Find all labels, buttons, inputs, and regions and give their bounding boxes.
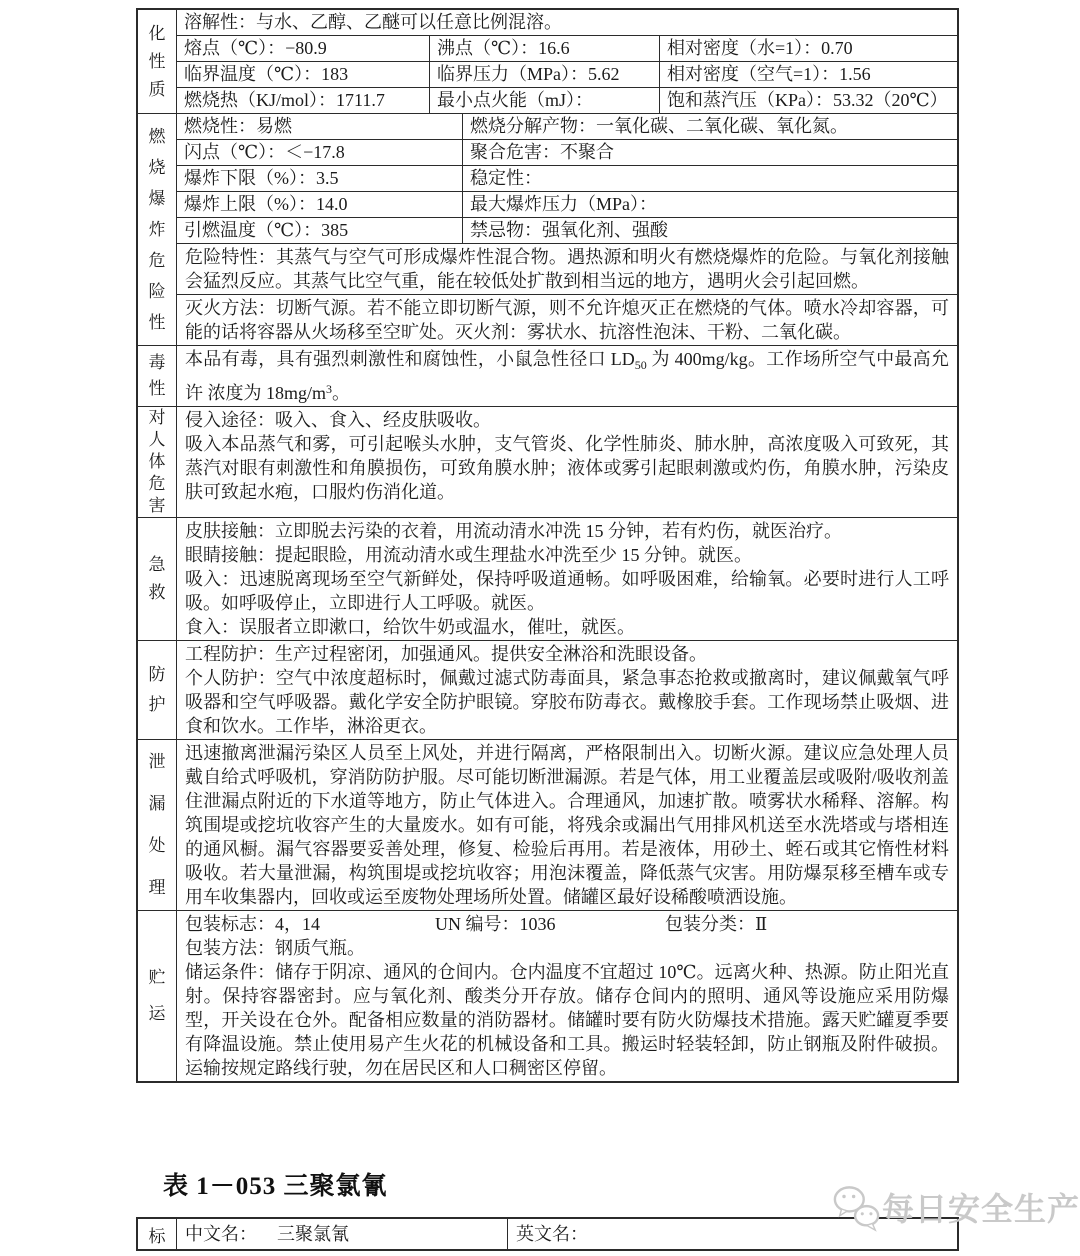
section-label-toxicity	[138, 346, 177, 406]
section-label-physchem	[138, 10, 177, 113]
english-name-label: 英文名：	[516, 1224, 588, 1244]
field-heat-of-combustion: 燃烧热（KJ/mol）：1711.7	[184, 90, 385, 110]
msds-table	[136, 8, 959, 1083]
section-leakage-handling	[138, 739, 957, 910]
field-critical-temperature: 临界温度（℃）：183	[184, 64, 349, 84]
section-label-first-aid	[138, 518, 177, 640]
field-relative-density-water: 相对密度（水=1）：0.70	[659, 36, 957, 61]
toxicity-text-pre: 本品有毒，具有强烈刺激性和腐蚀性，小鼠急性径口 LD	[185, 349, 635, 369]
packing-info-line	[185, 912, 949, 936]
section-label-text: 化性质	[148, 23, 166, 99]
packing-class: 包装分类：Ⅱ	[665, 914, 768, 934]
section-fire-explosion	[138, 113, 957, 345]
field-min-ignition-energy: 最小点火能（mJ）：	[429, 88, 659, 113]
packing-method: 包装方法：钢质气瓶。	[185, 938, 365, 958]
section-toxicity	[138, 345, 957, 406]
field-explosion-lower-limit: 爆炸下限（%）：3.5	[184, 168, 339, 188]
field-incompatibilities: 禁忌物：强氧化剂、强酸	[462, 218, 957, 243]
protection-engineering: 工程防护：生产过程密闭，加强通风。提供安全淋浴和洗眼设备。	[185, 644, 707, 664]
packing-mark: 包装标志：4，14	[185, 914, 320, 934]
section-storage-transport	[138, 910, 957, 1081]
field-toxicity-text	[177, 346, 957, 406]
field-fire-fighting-methods: 灭火方法：切断气源。若不能立即切断气源，则不允许熄灭正在燃烧的气体。喷水冷却容器，可能的话将容器从火场移至空旷处。灭火剂：雾状水、抗溶性泡沫、干粉、二氧化碳。	[185, 298, 949, 342]
health-hazard-detail: 吸入本品蒸气和雾，可引起喉头水肿，支气管炎、化学性肺炎、肺水肿，高浓度吸入可致死，其蒸汽对眼有刺激性和角膜损伤，可致角膜水肿；液体或雾引起眼刺激或灼伤，角膜水肿，污染皮肤可致起水疱，口服灼伤消化道。	[185, 434, 949, 502]
section-protection	[138, 640, 957, 739]
field-melting-point: 熔点（℃）：−80.9	[184, 38, 327, 58]
field-saturated-vapor-pressure: 饱和蒸汽压（KPa）：53.32（20℃）	[659, 88, 957, 113]
field-explosion-upper-limit: 爆炸上限（%）：14.0	[184, 194, 348, 214]
exposure-routes: 侵入途径：吸入、食入、经皮肤吸收。	[185, 410, 491, 430]
first-aid-inhalation: 吸入：迅速脱离现场至空气新鲜处，保持呼吸道通畅。如呼吸困难，给输氧。必要时进行人工呼吸。如呼吸停止，立即进行人工呼吸。就医。	[185, 569, 949, 613]
section-label-text: 贮运	[148, 968, 166, 1023]
field-max-explosion-pressure: 最大爆炸压力（MPa）：	[462, 192, 957, 217]
section-label-text: 防护	[148, 665, 166, 714]
field-flammability: 燃烧性：易燃	[184, 116, 292, 136]
watermark-text: 每日安全生产	[881, 1191, 1080, 1227]
cubic-superscript: 3	[326, 382, 333, 396]
english-name-cell	[507, 1219, 957, 1249]
un-number: UN 编号：1036	[435, 914, 556, 934]
section-label-text: 毒性	[148, 353, 166, 398]
field-leakage-text: 迅速撤离泄漏污染区人员至上风处，并进行隔离，严格限制出入。切断火源。建议应急处理人员戴自给式呼吸机，穿消防防护服。尽可能切断泄漏源。若是气体，用工业覆盖层或吸附/吸收剂盖住泄漏点附近的下水道等地方，防止气体进入。合理通风，加速扩散。喷雾状水稀释、溶解。构筑围堤或挖坑收容产生的大量废水。如有可能，将残余或漏出气用排风机送至水洗塔或与塔相连的通风橱。漏气容器要妥善处理，修复、检验后再用。若是液体，用砂土、蛭石或其它惰性材料吸收。若大量泄漏，构筑围堤或挖坑收容；用泡沫覆盖，降低蒸气灾害。用防爆泵移至槽车或专用车收集器内，回收或运至废物处理场所处置。储罐区最好设稀酸喷洒设施。	[185, 743, 949, 907]
first-aid-ingestion: 食入：误服者立即漱口，给饮牛奶或温水，催吐，就医。	[185, 617, 635, 637]
ld50-subscript: 50	[634, 358, 647, 372]
field-relative-density-air: 相对密度（空气=1）：1.56	[659, 62, 957, 87]
field-combustion-products: 燃烧分解产物：一氧化碳、二氧化碳、氧化氮。	[462, 114, 957, 139]
section-label-leakage	[138, 740, 177, 910]
field-first-aid-text	[177, 518, 957, 640]
section-label-text: 泄漏处理	[148, 752, 166, 897]
field-ignition-temperature: 引燃温度（℃）：385	[184, 220, 349, 240]
next-table-row-label: 标	[138, 1219, 177, 1249]
field-stability: 稳定性：	[462, 166, 957, 191]
field-protection-text	[177, 641, 957, 739]
toxicity-text-post: 。	[332, 383, 351, 403]
field-solubility: 溶解性：与水、乙醇、乙醚可以任意比例混溶。	[184, 12, 562, 32]
next-msds-table	[136, 1217, 959, 1251]
section-label-text: 燃烧爆炸危险性	[148, 127, 166, 332]
field-boiling-point: 沸点（℃）：16.6	[429, 36, 659, 61]
section-label-storage	[138, 911, 177, 1081]
section-label-health-hazard	[138, 407, 177, 517]
first-aid-eye: 眼睛接触：提起眼睑，用流动清水或生理盐水冲洗至少 15 分钟。就医。	[185, 545, 752, 565]
chinese-name-label: 中文名：	[185, 1224, 257, 1244]
field-hazard-characteristics: 危险特性：其蒸气与空气可形成爆炸性混合物。遇热源和明火有燃烧爆炸的危险。与氧化剂接触会猛烈反应。其蒸气比空气重，能在较低处扩散到相当远的地方，遇明火会引起回燃。	[185, 247, 949, 291]
section-health-hazard	[138, 406, 957, 517]
section-label-protection	[138, 641, 177, 739]
section-first-aid	[138, 517, 957, 640]
field-polymerization-hazard: 聚合危害：不聚合	[462, 140, 957, 165]
section-label-text: 急救	[148, 555, 166, 602]
chinese-name-value: 三聚氯氰	[277, 1224, 349, 1244]
protection-personal: 个人防护：空气中浓度超标时，佩戴过滤式防毒面具，紧急事态抢救或撤离时，建议佩戴氧气呼吸器和空气呼吸器。戴化学安全防护眼镜。穿胶布防毒衣。戴橡胶手套。工作现场禁止吸烟、进食和饮水。工作毕，淋浴更衣。	[185, 668, 949, 736]
chinese-name-cell	[177, 1219, 507, 1249]
next-table-heading: 表 1－053 三聚氯氰	[163, 1173, 388, 1200]
first-aid-skin: 皮肤接触：立即脱去污染的衣着，用流动清水冲洗 15 分钟，若有灼伤，就医治疗。	[185, 521, 842, 541]
section-label-fire-explosion	[138, 114, 177, 345]
field-health-hazard-text	[177, 407, 957, 505]
field-storage-text	[177, 911, 957, 1081]
section-label-text: 对人体危害	[148, 408, 166, 515]
section-physchem	[138, 10, 957, 113]
field-flash-point: 闪点（℃）：＜−17.8	[184, 142, 345, 162]
toxicity-text-mid: 为 400mg/kg。工作场所空气中最高允许 浓度为 18mg/m	[185, 349, 949, 403]
storage-conditions: 储运条件：储存于阴凉、通风的仓间内。仓内温度不宜超过 10℃。远离火种、热源。防止阳光直射。保持容器密封。应与氧化剂、酸类分开存放。储存仓间内的照明、通风等设施应采用防爆型，开关设在仓外。配备相应数量的消防器材。储罐时要有防火防爆技术措施。露天贮罐夏季要有降温设施。禁止使用易产生火花的机械设备和工具。搬运时轻装轻卸，防止钢瓶及附件破损。运输按规定路线行驶，勿在居民区和人口稠密区停留。	[185, 962, 949, 1078]
field-critical-pressure: 临界压力（MPa）：5.62	[429, 62, 659, 87]
